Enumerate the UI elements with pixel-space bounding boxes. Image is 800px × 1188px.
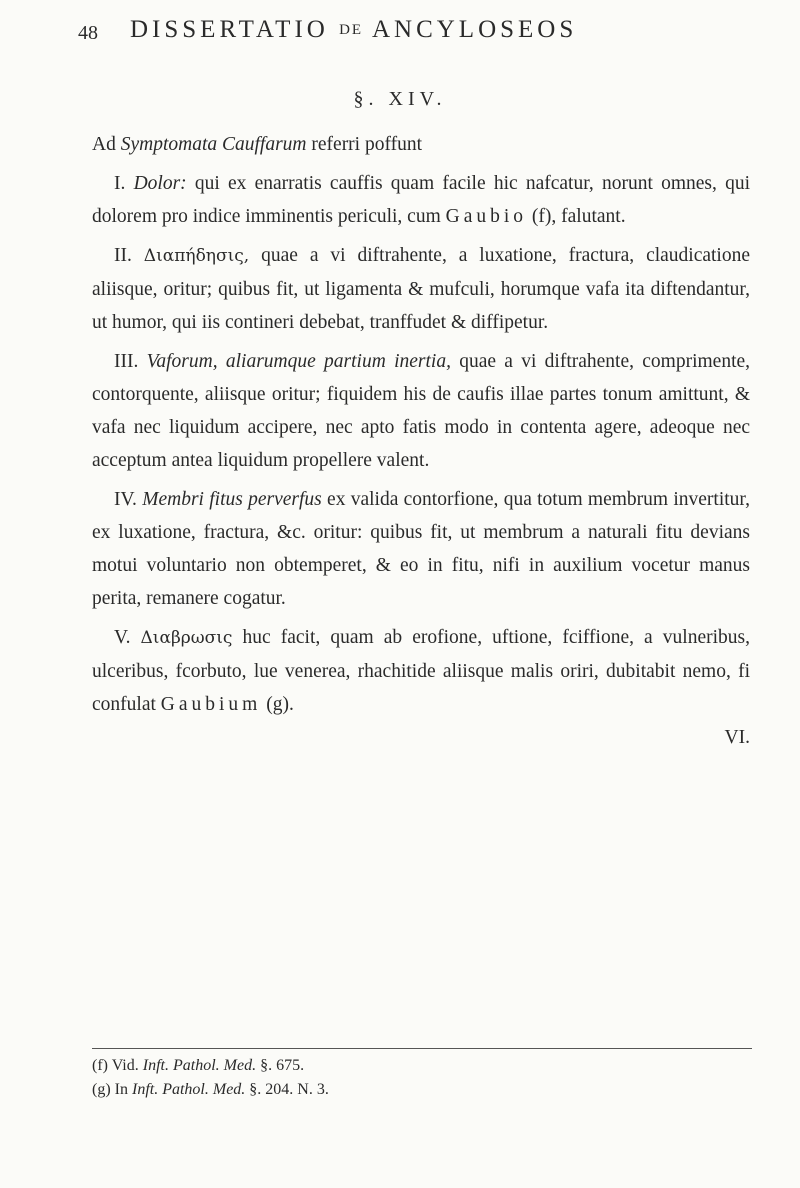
body-text (92, 128, 750, 754)
item-lead: Διαβρωσις (140, 628, 233, 648)
section-heading: §. XIV. (353, 88, 447, 110)
item-author: Gaubio (445, 206, 528, 227)
item-text-end: (f), falutant. (531, 206, 626, 227)
item-number: II. (114, 245, 132, 266)
running-title-part2: ANCYLOSEOS (371, 16, 578, 43)
item-number: V. (114, 627, 131, 648)
footnote-ref: §. 204. N. 3. (249, 1081, 329, 1098)
list-item (92, 483, 750, 615)
running-title-de: DE (339, 22, 364, 38)
running-title-part1: DISSERTATIO (130, 16, 329, 43)
item-author: Gaubium (160, 694, 262, 715)
item-text: quae a vi diftrahente, a luxatione, fractura, claudicatione aliisque, oritur; quibus fit, ut ligamenta & mufculi, horumque vafa ita diftendantur, ut humor, qui iis contineri debebat, tranffudet & diffipetur. (92, 245, 751, 333)
footnote-divider (92, 1048, 752, 1049)
item-text: ex valida contorfione, qua totum membrum invertitur, ex luxatione, fractura, &c. oritur: quibus fit, ut membrum a naturali fitu devians motui voluntario non obtemperet, & eo in fitu, nifi in auxilium vocetur manus perita, remanere cogatur. (92, 489, 751, 609)
footnote (92, 1054, 752, 1078)
item-lead: Διαπήδησις, (143, 246, 250, 266)
footnote-marker: (f) (92, 1057, 108, 1074)
page-number: 48 (78, 22, 98, 44)
item-lead: Membri fitus perverfus (142, 489, 322, 510)
item-text: huc facit, quam ab erofione, uftione, fciffione, a vulneribus, ulceribus, fcorbuto, lue venerea, rhachitide aliisque malis oriri, dubitabit nemo, fi confulat (92, 627, 750, 715)
footnotes (92, 1054, 752, 1102)
item-text-end: (g). (266, 694, 294, 715)
list-item (92, 239, 750, 339)
intro-prefix: Ad (92, 134, 116, 155)
item-lead: Vaforum, aliarumque partium inertia, (146, 351, 451, 372)
running-header (78, 16, 728, 56)
list-item (92, 621, 750, 721)
item-text: qui ex enarratis cauffis quam facile hic nafcatur, norunt omnes, qui dolorem pro indice imminentis periculi, cum (92, 173, 751, 227)
item-number: I. (114, 173, 126, 194)
footnote-source: Inft. Pathol. Med. (142, 1057, 257, 1074)
list-item (92, 345, 750, 477)
intro-suffix: referri poffunt (311, 134, 423, 155)
item-number: IV. (114, 489, 137, 510)
running-title (130, 16, 577, 44)
item-number: III. (114, 351, 139, 372)
footnote-prefix: In (114, 1081, 128, 1098)
footnote-source: Inft. Pathol. Med. (131, 1081, 246, 1098)
intro-italic: Symptomata Cauffarum (120, 134, 307, 155)
item-text: quae a vi diftrahente, comprimente, contorquente, aliisque oritur; fiquidem his de caufis illae partes tonum amittunt, & vafa nec liquidum accipere, nec apto fatis modo in contenta agere, adeoque nec acceptum antea liquidum propellere valent. (92, 351, 751, 471)
catchword: VI. (724, 727, 750, 748)
item-lead: Dolor: (133, 173, 187, 194)
list-item (92, 167, 750, 233)
footnote (92, 1078, 752, 1102)
intro-line (92, 128, 750, 161)
footnote-prefix: Vid. (111, 1057, 139, 1074)
footnote-marker: (g) (92, 1081, 111, 1098)
footnote-ref: §. 675. (260, 1057, 305, 1074)
